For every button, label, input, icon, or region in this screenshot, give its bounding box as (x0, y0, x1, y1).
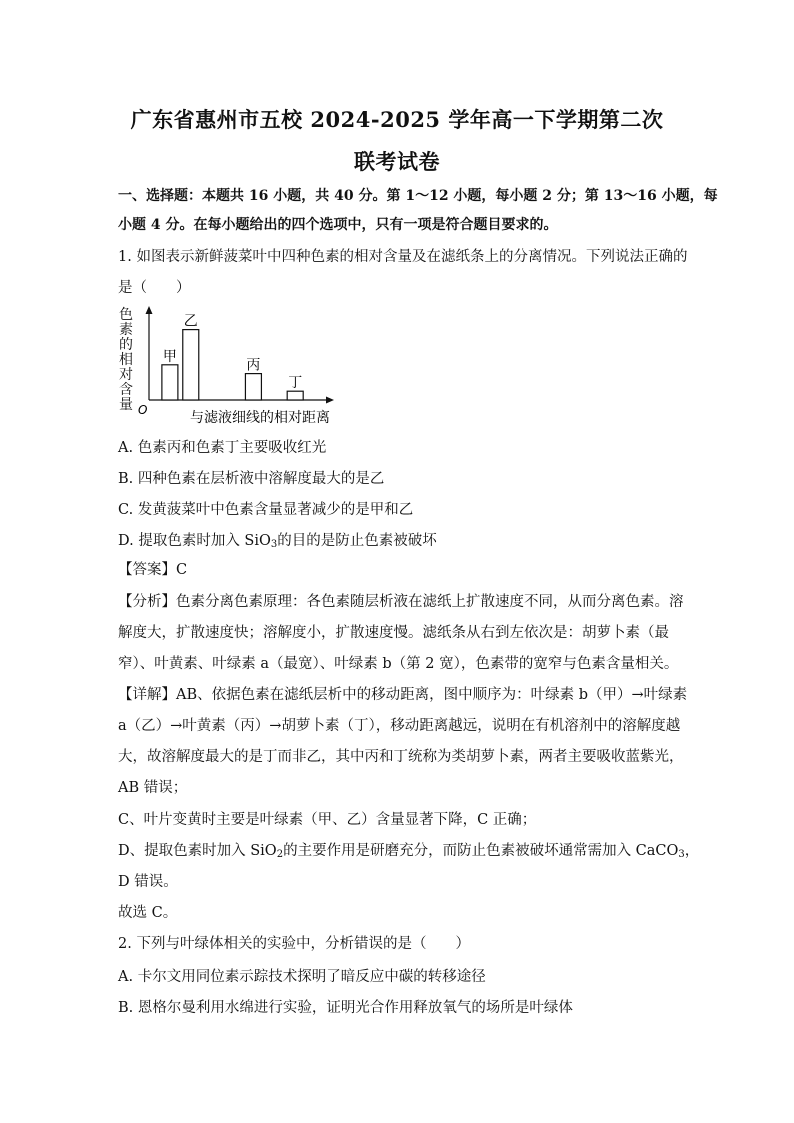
q1-stem-1: 1. 如图表示新鲜菠菜叶中四种色素的相对含量及在滤纸条上的分离情况。下列说法正确的 (118, 249, 688, 265)
detail-line-6 (118, 841, 700, 865)
q1-option-d (118, 529, 437, 550)
detail-6-sub2: 3 (678, 849, 685, 860)
q2-option-b: B. 恩格尔曼利用水绵进行实验，证明光合作用释放氧气的场所是叶绿体 (118, 1000, 573, 1016)
y-label-char: 色 (119, 307, 133, 323)
bar-4 (287, 391, 303, 400)
detail-6-mid: 的主要作用是研磨充分，而防止色素被破坏通常需加入 CaCO (283, 843, 679, 859)
analysis-line-2: 解度大，扩散速度快；溶解度小，扩散速度慢。滤纸条从右到左依次是：胡萝卜素（最 (118, 625, 669, 641)
detail-line-4: AB 错误； (118, 780, 188, 796)
y-label-char: 量 (119, 397, 133, 413)
q1-option-a: A. 色素丙和色素丁主要吸收红光 (118, 440, 327, 456)
pigment-chart (118, 302, 348, 432)
q1-option-c: C. 发黄菠菜叶中色素含量显著减少的是甲和乙 (118, 502, 414, 518)
bar-label-1: 甲 (162, 348, 177, 365)
bar-label-4: 丁 (288, 375, 303, 392)
bar-2 (183, 330, 199, 400)
q1-option-d-pre: D. 提取色素时加入 SiO (118, 533, 271, 549)
y-label-char: 含 (119, 382, 133, 398)
q2-option-a: A. 卡尔文用同位素示踪技术探明了暗反应中碳的转移途径 (118, 969, 486, 985)
q1-option-d-sub: 3 (270, 539, 278, 550)
y-label-char: 相 (119, 352, 133, 368)
detail-line-5: C、叶片变黄时主要是叶绿素（甲、乙）含量显著下降，C 正确； (118, 812, 537, 828)
analysis-text-1: 色素分离色素原理：各色素随层析液在滤纸上扩散速度不同，从而分离色素。溶 (176, 594, 684, 610)
detail-6-sub: 2 (276, 849, 284, 860)
bar-1 (162, 365, 178, 400)
y-axis-arrow (146, 306, 153, 314)
detail-tag: 【详解】 (118, 687, 176, 703)
x-axis-arrow (326, 397, 334, 404)
chart-svg (118, 302, 348, 432)
bar-label-3: 丙 (246, 357, 261, 374)
analysis-line-3: 窄）、叶黄素、叶绿素 a（最宽）、叶绿素 b（第 2 宽），色素带的宽窄与色素含量相关。 (118, 656, 679, 672)
analysis-tag: 【分析】 (118, 594, 176, 610)
detail-6-pre: D、提取色素时加入 SiO (118, 843, 277, 859)
conclusion: 故选 C。 (118, 905, 178, 921)
detail-line-2: a（乙）→叶黄素（丙）→胡萝卜素（丁），移动距离越远，说明在有机溶剂中的溶解度越 (118, 718, 681, 734)
bar-3 (245, 374, 261, 400)
q1-option-b: B. 四种色素在层析液中溶解度最大的是乙 (118, 471, 385, 487)
q1-stem-2: 是（ ） (118, 280, 191, 296)
title-line-2: 联考试卷 (354, 149, 440, 174)
section-intro-1: 一、选择题：本题共 16 小题，共 40 分。第 1～12 小题，每小题 2 分；第 13～16 小题，每 (118, 188, 718, 204)
origin-label: O (138, 403, 148, 417)
analysis-line-1 (118, 592, 684, 612)
y-label-char: 对 (119, 367, 133, 383)
title-line-1: 广东省惠州市五校 2024-2025 学年高一下学期第二次 (130, 107, 664, 132)
x-axis-label: 与滤液细线的相对距离 (190, 410, 330, 426)
detail-line-3: 大，故溶解度最大的是丁而非乙，其中丙和丁统称为类胡萝卜素，两者主要吸收蓝紫光， (118, 749, 684, 765)
detail-line-1 (118, 685, 688, 705)
detail-6-post: ， (684, 843, 700, 859)
bar-label-2: 乙 (183, 313, 198, 330)
y-label-char: 的 (119, 337, 133, 353)
q2-stem: 2. 下列与叶绿体相关的实验中，分析错误的是（ ） (118, 936, 470, 952)
q1-option-d-post: 的目的是防止色素被破坏 (277, 533, 437, 549)
answer: 【答案】C (118, 562, 188, 578)
y-label-char: 素 (119, 322, 133, 338)
detail-line-7: D 错误。 (118, 874, 178, 890)
detail-text-1: AB、依据色素在滤纸层析中的移动距离，图中顺序为：叶绿素 b（甲）→叶绿素 (176, 687, 688, 703)
section-intro-2: 小题 4 分。在每小题给出的四个选项中，只有一项是符合题目要求的。 (118, 217, 558, 233)
